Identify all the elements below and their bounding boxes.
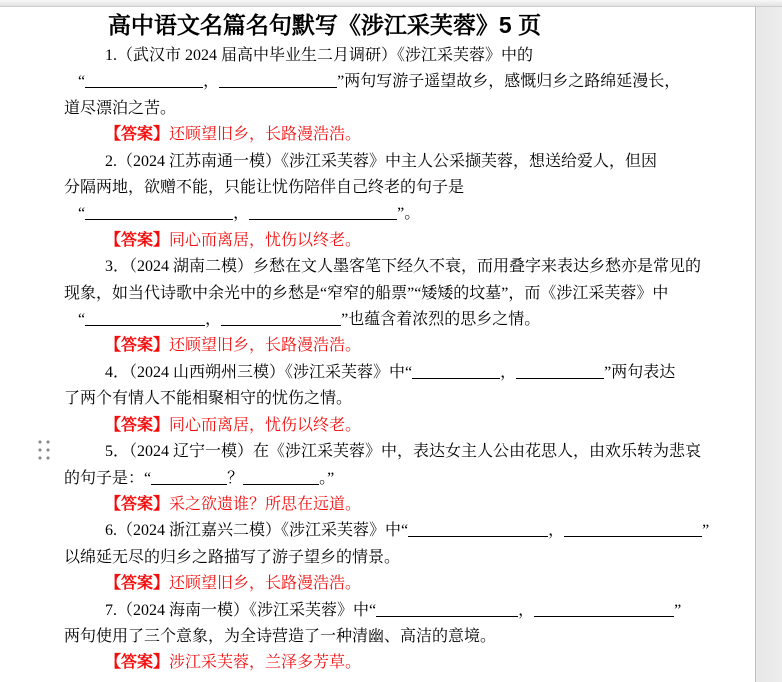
text-segment: ”两句表达 — [604, 363, 676, 381]
answer-label: 【答案】 — [105, 337, 170, 355]
fill-in-blank — [85, 312, 205, 326]
answer-text: 涉江采芙蓉，兰泽多芳草。 — [169, 654, 362, 672]
question-text-line — [64, 69, 740, 95]
fill-in-blank — [219, 74, 337, 88]
answer-line — [64, 228, 740, 254]
answer-text: 还顾望旧乡，长路漫浩浩。 — [169, 126, 362, 144]
fill-in-blank — [151, 471, 227, 485]
answer-label: 【答案】 — [105, 654, 170, 672]
page-title: 高中语文名篇名句默写《涉江采芙蓉》5 页 — [107, 12, 542, 38]
question-text-line — [64, 307, 740, 333]
fill-in-blank — [221, 312, 341, 326]
fill-in-blank — [85, 206, 233, 220]
text-segment: ” — [674, 601, 682, 619]
answer-label: 【答案】 — [105, 126, 170, 144]
question-text-line — [64, 624, 740, 650]
text-segment: ， — [233, 205, 250, 223]
question-text-line — [64, 466, 740, 492]
answer-text: 还顾望旧乡，长路漫浩浩。 — [169, 575, 362, 593]
fill-in-blank — [412, 365, 500, 379]
answer-line — [64, 122, 740, 148]
question-text-line — [64, 43, 740, 69]
question-text-line — [64, 149, 740, 175]
answer-label: 【答案】 — [105, 231, 170, 249]
text-segment: 现象，如当代诗歌中余光中的乡愁是“窄窄的船票”“矮矮的坟墓”，而《涉江采芙蓉》中 — [64, 284, 669, 302]
fill-in-blank — [516, 365, 604, 379]
window-top-edge — [0, 0, 782, 7]
answer-label: 【答案】 — [105, 416, 170, 434]
answer-text: 同心而离居，忧伤以终老。 — [169, 416, 362, 434]
fill-in-blank — [85, 74, 203, 88]
text-segment: ”两句写游子遥望故乡，感慨归乡之路绵延漫长， — [337, 73, 681, 91]
text-segment: ”。 — [397, 205, 421, 223]
question-text-line — [64, 439, 740, 465]
text-segment: “ — [78, 73, 86, 91]
text-segment: 了两个有情人不能相聚相守的忧伤之情。 — [64, 390, 353, 408]
fill-in-blank — [243, 471, 319, 485]
answer-label: 【答案】 — [105, 495, 170, 513]
answer-text: 同心而离居，忧伤以终老。 — [169, 231, 362, 249]
text-segment: 的句子是：“ — [64, 469, 152, 487]
text-segment: 以绵延无尽的归乡之路描写了游子望乡的情景。 — [64, 548, 401, 566]
text-segment: ， — [205, 311, 222, 329]
text-segment: 分隔两地，欲赠不能，只能让忧伤陪伴自己终老的句子是 — [64, 179, 465, 197]
question-text-line — [64, 518, 740, 544]
paragraph-drag-handle-icon[interactable] — [36, 438, 52, 463]
fill-in-blank — [534, 603, 674, 617]
text-segment: 两句使用了三个意象，为全诗营造了一种清幽、高洁的意境。 — [64, 627, 497, 645]
text-segment: “ — [78, 205, 86, 223]
answer-line — [64, 571, 740, 597]
question-text-line — [64, 254, 740, 280]
text-segment: ， — [548, 522, 565, 540]
answer-line — [64, 650, 740, 676]
question-text-line — [64, 201, 740, 227]
text-segment: 6.（2024 浙江嘉兴二模）《涉江采芙蓉》中“ — [105, 522, 409, 540]
editor-canvas-margin — [757, 0, 782, 682]
question-text-line — [64, 386, 740, 412]
answer-line — [64, 333, 740, 359]
text-segment: ， — [203, 73, 220, 91]
text-segment: ” — [702, 522, 710, 540]
question-text-line — [64, 598, 740, 624]
text-segment: 道尽漂泊之苦。 — [64, 99, 177, 117]
question-text-line — [64, 545, 740, 571]
answer-label: 【答案】 — [105, 575, 170, 593]
question-text-line — [64, 175, 740, 201]
fill-in-blank — [564, 523, 702, 537]
text-segment: “ — [78, 311, 86, 329]
text-segment: ”也蕴含着浓烈的思乡之情。 — [341, 311, 541, 329]
fill-in-blank — [376, 603, 518, 617]
question-text-line — [64, 281, 740, 307]
fill-in-blank — [408, 523, 548, 537]
fill-in-blank — [249, 206, 397, 220]
text-segment: ， — [518, 601, 535, 619]
answer-line — [64, 492, 740, 518]
questions — [64, 43, 740, 677]
text-segment: 2.（2024 江苏南通一模）《涉江采芙蓉》中主人公采撷芙蓉，想送给爱人，但因 — [105, 152, 658, 170]
text-segment: 3．（2024 湖南二模）乡愁在文人墨客笔下经久不衰，而用叠字来表达乡愁亦是常见的 — [105, 258, 702, 276]
text-segment: 5．（2024 辽宁一模）在《涉江采芙蓉》中，表达女主人公由花思人，由欢乐转为悲哀 — [105, 443, 702, 461]
text-segment: ？ — [227, 469, 244, 487]
text-segment: 1.（武汉市 2024 届高中毕业生二月调研）《涉江采芙蓉》中的 — [105, 47, 534, 64]
text-segment: 。” — [319, 469, 335, 487]
answer-text: 还顾望旧乡，长路漫浩浩。 — [169, 337, 362, 355]
question-text-line — [64, 360, 740, 386]
answer-text: 采之欲遗谁？所思在远道。 — [169, 495, 362, 513]
text-segment: ， — [500, 363, 517, 381]
text-segment: 4．（2024 山西朔州三模）《涉江采芙蓉》中“ — [105, 363, 413, 381]
question-text-line — [64, 96, 740, 122]
text-segment: 7.（2024 海南一模）《涉江采芙蓉》中“ — [105, 601, 377, 619]
answer-line — [64, 413, 740, 439]
